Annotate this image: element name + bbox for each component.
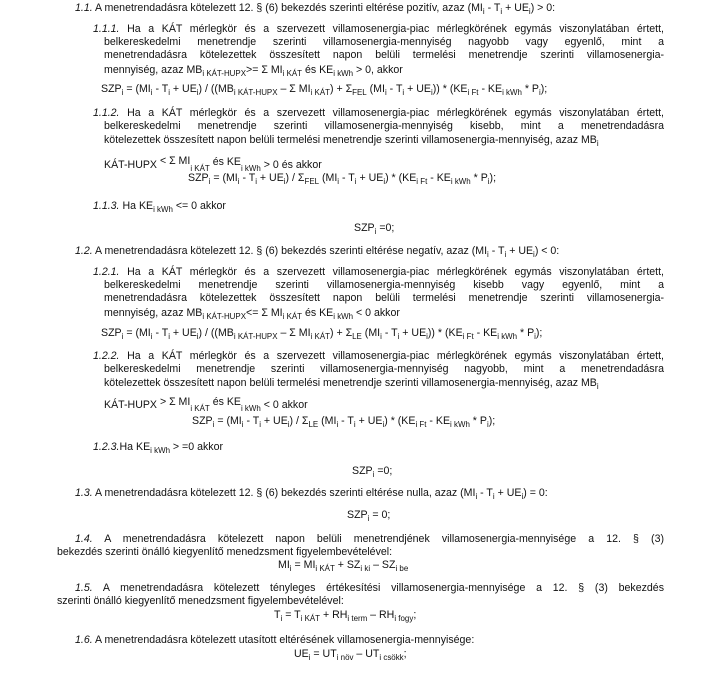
formula-1-4: $MI_i = MI_{i KÁT} + SZ_{i ki} - SZ_{i be}$ (278, 559, 409, 573)
section-1-1-heading: 1.1. A menetrendadásra kötelezett 12. § (6) bekezdés szerinti eltérése pozitív, azaz $(MI_i - T_i + UE_i) > 0$: (75, 2, 556, 16)
section-1-1-3: 1.1.3. Ha $KE_{i kWh} <= 0$ akkor (93, 200, 226, 214)
formula-1-2-3: $SZP_i =0$; (352, 465, 393, 479)
section-1-2-1-line-4: mennyiség, azaz $MB_{i KÁT-HUPX}<= \Sigma$ $MI_{i KÁT}$ és $KE_{i kWh} < 0$ akkor (104, 307, 400, 321)
section-1-2-1-line-3: menetrendadásra kötelezettek összesített napon belüli termelési menetrendje szerinti villamosenergia- (104, 292, 664, 304)
section-1-1-1-line-4: mennyiség, azaz $MB_{i KÁT-HUPX}>= \Sigma$ $MI_{i KÁT}$ és $KE_{i kWh} > 0$, akkor (104, 64, 403, 78)
section-1-2-3: 1.2.3.Ha $KE_{i kWh} > =0$ akkor (93, 441, 223, 455)
section-1-3-heading: 1.3. A menetrendadásra kötelezett 12. § (6) bekezdés szerinti eltérése nulla, azaz $(MI_i - T_i + UE_i) = 0$: (75, 487, 548, 501)
formula-1-6: $UE_i = UT_{i növ} - UT_{i csökk}$; (294, 648, 407, 662)
section-1-2-2-line-4: KÁT-HUPX > Σ $MI_{i KÁT}$ és $KE_{i kWh} < 0$ akkor (104, 396, 308, 413)
section-1-2-1-line-1: 1.2.1. Ha a KÁT mérlegkör és a szervezett villamosenergia-piac mérlegkörének egymás viszonylatában értett, (93, 266, 664, 278)
formula-1-5: $T_i = T_{i KÁT} + RH_{i term} - RH_{i fogy}$; (274, 609, 417, 623)
formula-1-2-2: $SZP_i = (MI_i - T_i + UE_i) / \Sigma_{LE}$ $(MI_i - T_i + UE_i) * (KE_{i Ft} - KE_{i kWh} * P_i)$; (192, 415, 496, 429)
section-1-1-1-line-1: 1.1.1. Ha a KÁT mérlegkör és a szervezett villamosenergia-piac mérlegkörének egymás viszonylatában értett, (93, 23, 664, 35)
section-1-5-line-2: szerinti önálló kiegyenlítő menedzsment figyelembevételével: (57, 595, 344, 607)
section-1-2-heading: 1.2. A menetrendadásra kötelezett 12. § (6) bekezdés szerinti eltérése negatív, azaz $(MI_i - T_i + UE_i) < 0$: (75, 245, 560, 259)
section-1-5-line-1: 1.5. A menetrendadásra kötelezett tényleges értékesítési villamosenergia-mennyisége a 12. § (3) bekezdés (75, 582, 664, 594)
section-number: 1.1. (75, 2, 93, 14)
section-1-1-1-line-3: menetrendadásra kötelezettek összesített napon belüli termelési menetrendje szerinti villamosenergia- (104, 49, 664, 61)
section-1-4-line-1: 1.4. A menetrendadásra kötelezett napon belüli menetrendjének villamosenergia-mennyisége a 12. § (3) (75, 533, 664, 545)
section-1-1-2-line-2: belkereskedelmi menetrendje szerinti villamosenergia-mennyiség kisebb, mint a menetrendadásra (104, 120, 664, 132)
section-1-1-2-line-4: KÁT-HUPX $^{< \Sigma MI}_{i KÁT}$ és $KE_{i kWh} > 0$ és akkor (104, 155, 322, 173)
formula-1-1-1: $SZP_i = (MI_i - T_i + UE_i) / ((MB_{i KÁT-HUPX} - \Sigma$ $MI_{i KÁT}) + \Sigma_{FEL}$ $(MI_i - T_i + UE_i)) * (KE_{i Ft} - KE_{i kWh} * P_i)$; (101, 83, 548, 97)
formula-1-3: $SZP_i = 0$; (347, 509, 391, 523)
formula-1-2-1: $SZP_i = (MI_i - T_i + UE_i) / ((MB_{i KÁT-HUPX} - \Sigma$ $MI_{i KÁT}) + \Sigma_{LE}$ $(MI_i - T_i + UE_i)) * (KE_{i Ft} - KE_{i kWh} * P_i)$; (101, 327, 543, 341)
section-1-1-2-line-3: kötelezettek összesített napon belüli termelési menetrendje szerinti villamosenergia-mennyiség, azaz $MB_i$ (104, 134, 599, 148)
section-1-2-2-line-3: kötelezettek összesített napon belüli termelési menetrendje szerinti villamosenergia-mennyiség, azaz $MB_i$ (104, 377, 599, 391)
section-1-1-2-line-1: 1.1.2. Ha a KÁT mérlegkör és a szervezett villamosenergia-piac mérlegkörének egymás viszonylatában értett, (93, 107, 664, 119)
section-1-2-2-line-1: 1.2.2. Ha a KÁT mérlegkör és a szervezett villamosenergia-piac mérlegkörének egymás viszonylatában értett, (93, 350, 664, 362)
section-1-4-line-2: bekezdés szerinti önálló kiegyenlítő menedzsment figyelembevételével: (57, 546, 393, 558)
section-1-1-1-line-2: belkereskedelmi menetrendje szerinti villamosenergia-mennyiség nagyobb vagy egyenlő, mint a (104, 36, 664, 48)
section-1-6-line-1: 1.6. A menetrendadásra kötelezett utasított eltérésének villamosenergia-mennyisége: (75, 634, 475, 646)
section-1-2-1-line-2: belkereskedelmi menetrendje szerinti villamosenergia-mennyiség kisebb vagy egyenlő, mint a (104, 279, 664, 291)
section-1-2-2-line-2: belkereskedelmi menetrendje szerinti villamosenergia-mennyiség nagyobb, mint a menetrendadásra (104, 363, 664, 375)
formula-1-1-3: $SZP_i =0$; (354, 222, 395, 236)
formula-1-1-2: $SZP_i = (MI_i - T_i + UE_i) / \Sigma_{FEL}$ $(MI_i - T_i + UE_i) * (KE_{i Ft} - KE_{i kWh} * P_i)$; (188, 172, 497, 186)
